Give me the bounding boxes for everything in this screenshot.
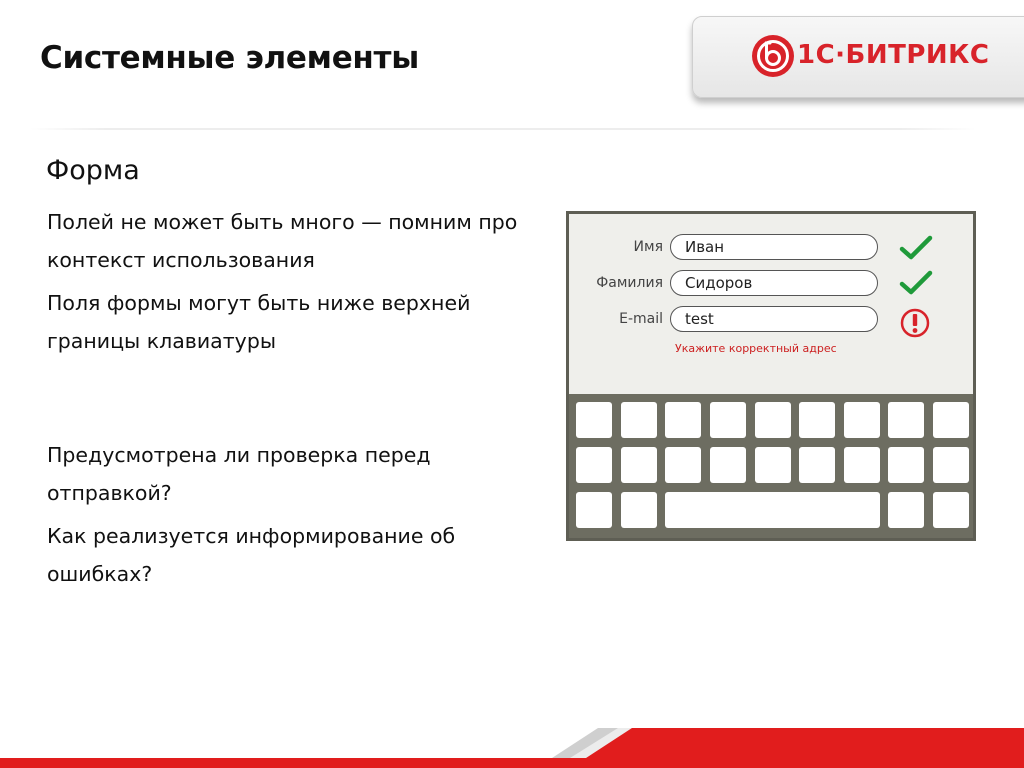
keyboard-key[interactable] [576, 492, 612, 528]
keyboard-key[interactable] [710, 402, 746, 438]
email-error-message: Укажите корректный адрес [675, 342, 837, 355]
keyboard-key[interactable] [799, 402, 835, 438]
keyboard-key[interactable] [621, 447, 657, 483]
keyboard-key[interactable] [933, 402, 969, 438]
keyboard-key[interactable] [888, 447, 924, 483]
keyboard-key[interactable] [933, 447, 969, 483]
keyboard-key[interactable] [621, 402, 657, 438]
name-input[interactable] [670, 234, 878, 260]
keyboard-key[interactable] [888, 402, 924, 438]
keyboard-key[interactable] [933, 492, 969, 528]
keyboard-key[interactable] [621, 492, 657, 528]
keyboard-key[interactable] [665, 402, 701, 438]
keyboard-key[interactable] [755, 402, 791, 438]
field-label-email: E-mail [619, 311, 663, 327]
keyboard-key[interactable] [710, 447, 746, 483]
onscreen-keyboard [569, 394, 973, 538]
keyboard-key[interactable] [844, 447, 880, 483]
section-subtitle: Форма [46, 155, 140, 186]
logo-text: 1С·БИТРИКС [797, 40, 990, 70]
paragraph-3: Предусмотрена ли проверка перед отправкой? [47, 443, 431, 505]
keyboard-key[interactable] [844, 402, 880, 438]
keyboard-key[interactable] [665, 447, 701, 483]
surname-input[interactable] [670, 270, 878, 296]
slide-title: Системные элементы [40, 40, 419, 76]
form-mockup [566, 211, 976, 541]
keyboard-key[interactable] [576, 402, 612, 438]
bitrix-logo-icon [751, 34, 795, 78]
keyboard-key[interactable] [755, 447, 791, 483]
keyboard-key[interactable] [888, 492, 924, 528]
keyboard-key[interactable] [576, 447, 612, 483]
form-area [569, 214, 973, 394]
keyboard-key[interactable] [799, 447, 835, 483]
check-icon [899, 235, 933, 261]
logo-badge [692, 16, 1024, 98]
email-input[interactable] [670, 306, 878, 332]
field-label-name: Имя [633, 239, 663, 255]
exclamation-icon [899, 307, 931, 339]
field-label-surname: Фамилия [596, 275, 663, 291]
paragraph-1: Полей не может быть много — помним про контекст использования [47, 210, 518, 272]
paragraph-2: Поля формы могут быть ниже верхней границы клавиатуры [47, 291, 471, 353]
check-icon [899, 270, 933, 296]
paragraph-4: Как реализуется информирование об ошибках? [47, 524, 456, 586]
keyboard-spacebar[interactable] [665, 492, 880, 528]
header-divider [30, 128, 976, 130]
footer-band [0, 728, 1024, 768]
